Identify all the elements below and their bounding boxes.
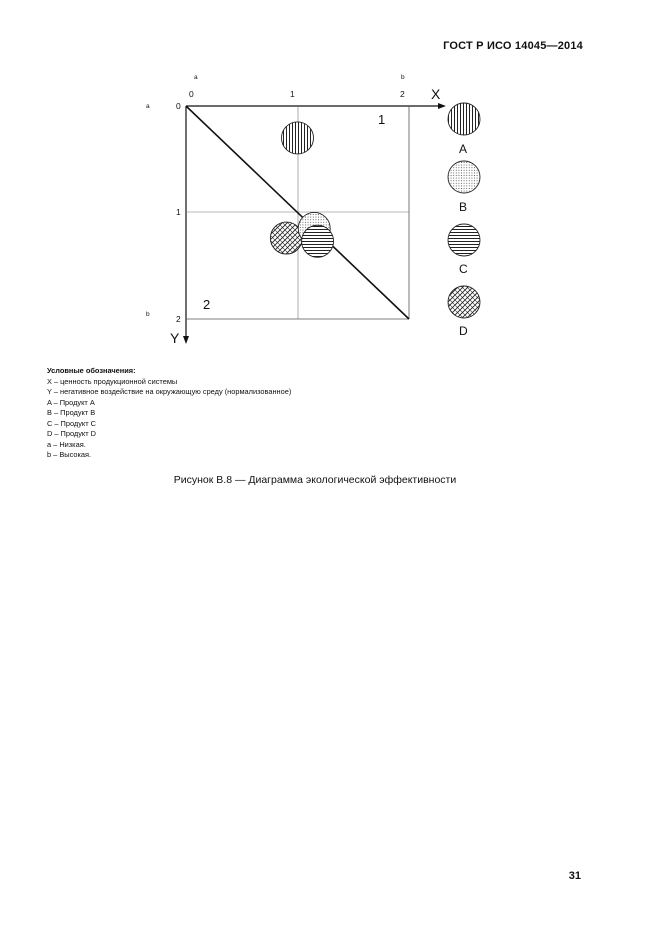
x-tick-1: 1 [290, 89, 295, 99]
legend-line-x: X – ценность продукционной системы [47, 376, 178, 386]
legend-circle-a-hatch [448, 103, 480, 135]
legend-line-c: C – Продукт C [47, 418, 97, 428]
legend-label-c: C [459, 262, 468, 276]
y-tick-2: 2 [176, 314, 181, 324]
legend-line-y: Y – негативное воздействие на окружающую среду (нормализованное) [47, 387, 292, 396]
x-marker-high: b [401, 74, 405, 81]
y-tick-1: 1 [176, 207, 181, 217]
point-product-c-hatch [302, 225, 334, 257]
legend-line-b: B – Продукт B [47, 408, 96, 417]
point-product-d-hatch [270, 222, 302, 254]
y-axis-label: Y [170, 330, 180, 346]
eco-efficiency-diagram [0, 0, 661, 360]
legend-line-high: b – Высокая. [47, 450, 92, 459]
legend-title: Условные обозначения: [47, 366, 136, 375]
x-axis-arrow-icon [438, 103, 446, 109]
legend-label-d: D [459, 324, 468, 338]
y-marker-high: b [146, 311, 150, 318]
legend-label-b: B [459, 200, 468, 214]
region-label-2: 2 [203, 297, 211, 312]
legend-circle-b-dots [448, 161, 480, 193]
legend-line-d: D – Продукт D [47, 429, 97, 438]
x-axis-label: X [431, 86, 441, 102]
x-tick-0: 0 [189, 89, 194, 99]
legend-circle-c-hatch [448, 224, 480, 256]
x-marker-low: a [194, 74, 198, 81]
region-label-1: 1 [378, 112, 386, 127]
legend-line-a: A – Продукт A [47, 397, 95, 407]
y-marker-low: a [146, 103, 150, 110]
figure-caption: Рисунок B.8 — Диаграмма экологической эффективности [173, 474, 457, 486]
legend-circle-d-hatch [448, 286, 480, 318]
point-product-a-hatch [282, 122, 314, 154]
page-number: 31 [568, 870, 581, 882]
data-points [270, 122, 333, 257]
document-header: ГОСТ Р ИСО 14045—2014 [443, 40, 583, 52]
x-tick-2: 2 [400, 89, 405, 99]
figure-legend [47, 366, 291, 461]
legend-label-a: A [459, 142, 468, 156]
y-tick-0: 0 [176, 101, 181, 111]
y-axis-arrow-icon [183, 336, 189, 344]
legend-line-low: a – Низкая. [47, 439, 86, 449]
